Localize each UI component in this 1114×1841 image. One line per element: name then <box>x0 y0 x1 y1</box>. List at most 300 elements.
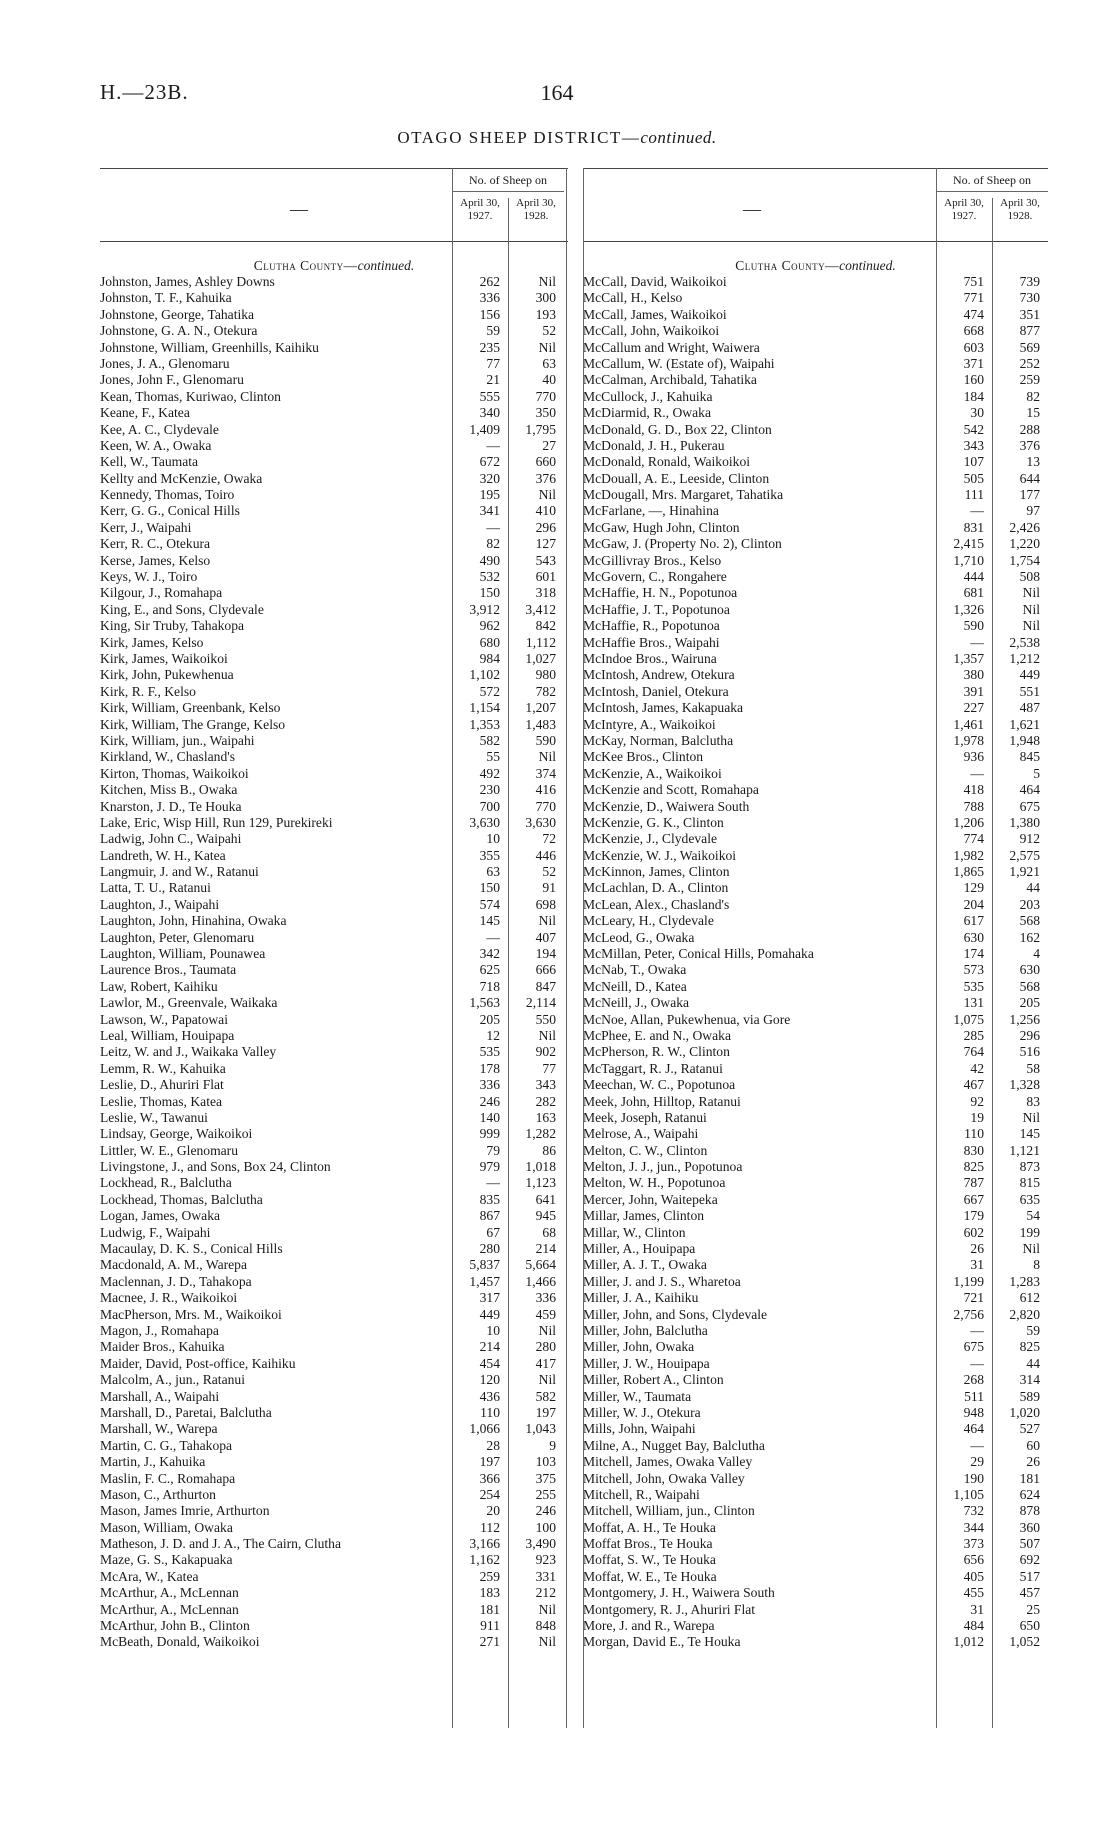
sheep-count-1928: 459 <box>535 1306 556 1322</box>
owner-name: Marshall, W., Warepa <box>100 1421 218 1437</box>
sheep-count-1927: 181 <box>479 1601 500 1617</box>
sheep-count-1928: 635 <box>1019 1191 1040 1207</box>
owner-name: McKenzie and Scott, Romahapa <box>583 782 759 798</box>
owner-name: Miller, A. J. T., Owaka <box>583 1257 707 1273</box>
owner-name: McDonald, Ronald, Waikoikoi <box>583 454 751 470</box>
sheep-count-1927: 20 <box>486 1503 500 1519</box>
sheep-count-1928: 314 <box>1019 1372 1040 1388</box>
sheep-count-1928: Nil <box>538 1323 556 1338</box>
sheep-count-1928: 2,426 <box>1009 519 1040 535</box>
sheep-count-1927: 656 <box>963 1552 984 1568</box>
owner-name: McNeill, J., Owaka <box>583 995 690 1011</box>
table-row <box>583 995 1048 1011</box>
right-group-header: No. of Sheep on <box>953 173 1031 187</box>
owner-name: Latta, T. U., Ratanui <box>100 880 211 896</box>
table-row <box>583 1438 1048 1454</box>
left-table-body <box>100 242 568 1651</box>
sheep-count-1927: 490 <box>479 552 500 568</box>
owner-name: Matheson, J. D. and J. A., The Cairn, Clutha <box>100 1536 342 1552</box>
sheep-count-1928: Nil <box>538 339 556 355</box>
owner-name: King, E., and Sons, Clydevale <box>100 601 264 617</box>
table-row <box>100 1372 568 1388</box>
owner-name: McGaw, Hugh John, Clinton <box>583 519 740 535</box>
table-row <box>583 454 1048 470</box>
sheep-count-1928: 4 <box>1033 946 1040 962</box>
owner-name: Kellty and McKenzie, Owaka <box>100 470 263 486</box>
sheep-count-1928: Nil <box>1022 618 1040 634</box>
sheep-count-1928: 181 <box>1019 1470 1040 1486</box>
sheep-count-1927: 160 <box>963 372 984 388</box>
sheep-count-1928: 902 <box>535 1044 556 1060</box>
owner-name: Meek, Joseph, Ratanui <box>583 1109 707 1125</box>
owner-name: Johnstone, George, Tahatika <box>100 306 255 322</box>
sheep-count-1927: 230 <box>479 782 500 798</box>
owner-name: Miller, John, Owaka <box>583 1339 695 1355</box>
sheep-count-1927: 120 <box>479 1372 500 1388</box>
table-row <box>583 1552 1048 1568</box>
owner-name: Kirk, James, Waikoikoi <box>100 650 228 666</box>
owner-name: Martin, C. G., Tahakopa <box>100 1437 233 1453</box>
owner-name: Marshall, A., Waipahi <box>100 1388 220 1404</box>
sheep-count-1928: 259 <box>1019 372 1040 388</box>
table-row <box>100 1569 568 1585</box>
sheep-count-1927: 320 <box>479 470 500 486</box>
table-row <box>100 1274 568 1290</box>
table-row <box>583 1421 1048 1437</box>
table-row <box>583 1323 1048 1339</box>
owner-name: Johnston, T. F., Kahuika <box>100 290 232 306</box>
sheep-count-1927: 787 <box>963 1175 984 1191</box>
sheep-count-1927: 788 <box>963 798 984 814</box>
sheep-count-1928: 1,795 <box>525 421 556 437</box>
table-row <box>100 667 568 683</box>
owner-name: Langmuir, J. and W., Ratanui <box>100 864 259 880</box>
table-row <box>583 717 1048 733</box>
table-row <box>100 1405 568 1421</box>
table-row <box>583 389 1048 405</box>
table-row <box>583 1143 1048 1159</box>
sheep-count-1928: 203 <box>1019 896 1040 912</box>
table-row <box>583 340 1048 356</box>
table-row <box>583 1094 1048 1110</box>
table-row <box>100 979 568 995</box>
table-row <box>100 1487 568 1503</box>
sheep-count-1927: 474 <box>963 306 984 322</box>
sheep-count-1927: 140 <box>479 1109 500 1125</box>
owner-name: Kennedy, Thomas, Toiro <box>100 487 235 503</box>
table-row <box>583 438 1048 454</box>
sheep-count-1927: 602 <box>963 1224 984 1240</box>
sheep-count-1928: 782 <box>535 683 556 699</box>
sheep-count-1927: 979 <box>479 1159 500 1175</box>
table-row <box>100 1208 568 1224</box>
table-row <box>583 799 1048 815</box>
sheep-count-1928: 280 <box>535 1339 556 1355</box>
table-row <box>100 307 568 323</box>
table-row <box>100 1028 568 1044</box>
sheep-count-1928: 100 <box>535 1519 556 1535</box>
owner-name: McCall, John, Waikoikoi <box>583 323 720 339</box>
table-row <box>583 1159 1048 1175</box>
sheep-count-1928: 848 <box>535 1618 556 1634</box>
sheep-count-1927: 680 <box>479 634 500 650</box>
sheep-count-1927: 42 <box>970 1060 984 1076</box>
table-row <box>583 635 1048 651</box>
table-row <box>100 618 568 634</box>
owner-name: McMillan, Peter, Conical Hills, Pomahaka <box>583 946 814 962</box>
table-row <box>100 471 568 487</box>
owner-name: Millar, James, Clinton <box>583 1208 705 1224</box>
sheep-count-1928: 54 <box>1026 1208 1040 1224</box>
table-row <box>100 438 568 454</box>
table-row <box>583 1372 1048 1388</box>
table-row <box>583 766 1048 782</box>
sheep-count-1928: 376 <box>535 470 556 486</box>
sheep-count-1927: 174 <box>963 946 984 962</box>
table-row <box>100 1110 568 1126</box>
table-row <box>100 290 568 306</box>
table-row <box>100 897 568 913</box>
sheep-count-1927: 19 <box>970 1109 984 1125</box>
sheep-count-1927: 2,415 <box>953 536 984 552</box>
sheep-count-1928: 1,256 <box>1009 1011 1040 1027</box>
owner-name: Kilgour, J., Romahapa <box>100 585 223 601</box>
sheep-count-1927: 464 <box>963 1421 984 1437</box>
sheep-count-1927: — <box>486 1175 500 1191</box>
owner-name: McKenzie, W. J., Waikoikoi <box>583 847 737 863</box>
sheep-count-1927: 2,756 <box>953 1306 984 1322</box>
table-row <box>583 1405 1048 1421</box>
owner-name: McIndoe Bros., Wairuna <box>583 650 717 666</box>
table-row <box>583 520 1048 536</box>
owner-name: McDouall, A. E., Leeside, Clinton <box>583 470 770 486</box>
sheep-count-1928: 666 <box>535 962 556 978</box>
sheep-count-1928: Nil <box>538 487 556 503</box>
owner-name: Logan, James, Owaka <box>100 1208 221 1224</box>
owner-name: Maider, David, Post-office, Kaihiku <box>100 1355 296 1371</box>
owner-name: Miller, J. and J. S., Wharetoa <box>583 1273 741 1289</box>
sheep-count-1927: 455 <box>963 1585 984 1601</box>
table-row <box>100 1290 568 1306</box>
table-row <box>100 274 568 290</box>
sheep-count-1928: 1,121 <box>1009 1142 1040 1158</box>
sheep-count-1927: 21 <box>486 372 500 388</box>
sheep-count-1928: 3,412 <box>525 601 556 617</box>
table-row <box>100 1356 568 1372</box>
sheep-count-1927: 511 <box>964 1388 984 1404</box>
sheep-count-1928: 417 <box>535 1355 556 1371</box>
owner-name: Kerr, G. G., Conical Hills <box>100 503 240 519</box>
sheep-count-1927: 317 <box>479 1290 500 1306</box>
sheep-count-1928: 517 <box>1019 1568 1040 1584</box>
owner-name: Miller, John, Balclutha <box>583 1323 708 1338</box>
sheep-count-1928: 331 <box>535 1568 556 1584</box>
sheep-count-1927: 341 <box>479 503 500 519</box>
owner-name: McCallum and Wright, Waiwera <box>583 339 760 355</box>
table-row <box>100 799 568 815</box>
right-name-column-header: — <box>743 199 761 219</box>
sheep-count-1928: 63 <box>542 355 556 371</box>
sheep-count-1928: 1,283 <box>1009 1273 1040 1289</box>
sheep-count-1928: 464 <box>1019 782 1040 798</box>
table-row <box>583 323 1048 339</box>
sheep-count-1927: 492 <box>479 765 500 781</box>
sheep-count-1928: Nil <box>538 274 556 289</box>
sheep-count-1928: 1,043 <box>525 1421 556 1437</box>
sheep-count-1928: 730 <box>1019 290 1040 306</box>
sheep-count-1928: 912 <box>1019 831 1040 847</box>
sheep-count-1927: 31 <box>970 1257 984 1273</box>
sheep-count-1927: 1,865 <box>953 864 984 880</box>
sheep-count-1927: 1,066 <box>469 1421 500 1437</box>
sheep-count-1927: 1,075 <box>953 1011 984 1027</box>
owner-name: McKenzie, A., Waikoikoi <box>583 765 722 781</box>
owner-name: Laughton, Peter, Glenomaru <box>100 929 255 945</box>
owner-name: Miller, J. W., Houipapa <box>583 1355 710 1371</box>
owner-name: Livingstone, J., and Sons, Box 24, Clinton <box>100 1159 331 1175</box>
table-row <box>100 372 568 388</box>
table-row <box>583 880 1048 896</box>
table-row <box>583 1389 1048 1405</box>
sheep-count-1927: 603 <box>963 339 984 355</box>
table-row <box>583 1602 1048 1618</box>
table-row <box>100 1225 568 1241</box>
table-row <box>100 1323 568 1339</box>
sheep-count-1928: 457 <box>1019 1585 1040 1601</box>
table-row <box>100 1126 568 1142</box>
owner-name: Marshall, D., Paretai, Balclutha <box>100 1404 272 1420</box>
sheep-count-1928: 214 <box>535 1241 556 1257</box>
sheep-count-1927: 1,105 <box>953 1486 984 1502</box>
table-row <box>100 1175 568 1191</box>
sheep-count-1927: 10 <box>486 831 500 847</box>
sheep-count-1927: 268 <box>963 1372 984 1388</box>
sheep-count-1927: 625 <box>479 962 500 978</box>
sheep-count-1927: 179 <box>963 1208 984 1224</box>
table-row <box>100 930 568 946</box>
sheep-count-1927: 1,206 <box>953 814 984 830</box>
sheep-count-1928: 1,212 <box>1009 650 1040 666</box>
owner-name: Leslie, D., Ahuriri Flat <box>100 1077 224 1093</box>
sheep-count-1927: 721 <box>963 1290 984 1306</box>
owner-name: McAra, W., Katea <box>100 1568 199 1584</box>
table-row <box>100 700 568 716</box>
owner-name: Kell, W., Taumata <box>100 454 199 470</box>
left-col-1927-header: April 30, 1927. <box>460 197 500 222</box>
sheep-count-1927: 573 <box>963 962 984 978</box>
table-row <box>583 274 1048 290</box>
table-row <box>100 864 568 880</box>
sheep-count-1928: 15 <box>1026 405 1040 421</box>
owner-name: McGovern, C., Rongahere <box>583 569 727 585</box>
sheep-count-1928: 644 <box>1019 470 1040 486</box>
table-row <box>100 913 568 929</box>
sheep-count-1928: 27 <box>542 437 556 453</box>
sheep-count-1927: 1,353 <box>469 716 500 732</box>
table-row <box>583 667 1048 683</box>
left-table-header <box>100 168 568 242</box>
sheep-count-1927: 110 <box>480 1404 500 1420</box>
table-row <box>100 536 568 552</box>
sheep-count-1928: 162 <box>1019 929 1040 945</box>
table-row <box>583 1307 1048 1323</box>
sheep-count-1927: 195 <box>479 487 500 503</box>
sheep-count-1927: 227 <box>963 700 984 716</box>
sheep-count-1927: 31 <box>970 1601 984 1617</box>
table-row <box>583 1192 1048 1208</box>
owner-name: McCallum, W. (Estate of), Waipahi <box>583 355 775 371</box>
sheep-count-1927: 984 <box>479 650 500 666</box>
sheep-count-1928: 516 <box>1019 1044 1040 1060</box>
table-row <box>100 1241 568 1257</box>
owner-name: Lake, Eric, Wisp Hill, Run 129, Purekireki <box>100 814 333 830</box>
sheep-count-1927: 948 <box>963 1404 984 1420</box>
owner-name: Miller, Robert A., Clinton <box>583 1372 724 1388</box>
table-row <box>583 913 1048 929</box>
owner-name: Mason, C., Arthurton <box>100 1486 216 1502</box>
owner-name: Keane, F., Katea <box>100 405 190 421</box>
sheep-count-1928: 52 <box>542 323 556 339</box>
sheep-count-1928: 193 <box>535 306 556 322</box>
sheep-count-1927: 1,357 <box>953 650 984 666</box>
table-row <box>100 454 568 470</box>
sheep-count-1928: 3,630 <box>525 814 556 830</box>
owner-name: Miller, J. A., Kaihiku <box>583 1290 699 1306</box>
sheep-count-1928: 551 <box>1019 683 1040 699</box>
sheep-count-1927: 535 <box>963 978 984 994</box>
sheep-count-1927: 630 <box>963 929 984 945</box>
sheep-count-1927: 262 <box>479 274 500 289</box>
owner-name: Mills, John, Waipahi <box>583 1421 696 1437</box>
owner-name: Johnstone, G. A. N., Otekura <box>100 323 258 339</box>
sheep-count-1928: 1,380 <box>1009 814 1040 830</box>
owner-name: Mitchell, James, Owaka Valley <box>583 1454 753 1470</box>
sheep-count-1927: 145 <box>479 913 500 929</box>
right-table-header <box>583 168 1048 242</box>
owner-name: McIntosh, James, Kakapuaka <box>583 700 744 716</box>
left-county-heading: Clutha County—continued. <box>253 258 415 273</box>
sheep-count-1928: 589 <box>1019 1388 1040 1404</box>
sheep-count-1928: Nil <box>538 1372 556 1388</box>
table-row <box>583 503 1048 519</box>
owner-name: Melton, C. W., Clinton <box>583 1142 708 1158</box>
sheep-count-1927: 254 <box>479 1486 500 1502</box>
table-row <box>100 569 568 585</box>
owner-name: Meek, John, Hilltop, Ratanui <box>583 1093 741 1109</box>
owner-name: Maze, G. S., Kakapuaka <box>100 1552 233 1568</box>
sheep-count-1927: — <box>970 634 984 650</box>
sheep-count-1928: 878 <box>1019 1503 1040 1519</box>
sheep-count-1928: 205 <box>1019 995 1040 1011</box>
owner-name: Miller, W., Taumata <box>583 1388 692 1404</box>
sheep-count-1928: 630 <box>1019 962 1040 978</box>
sheep-count-1927: 617 <box>963 913 984 929</box>
sheep-count-1928: 77 <box>542 1060 556 1076</box>
sheep-count-1927: 1,982 <box>953 847 984 863</box>
sheep-count-1927: 831 <box>963 519 984 535</box>
sheep-count-1927: 373 <box>963 1536 984 1552</box>
sheep-count-1928: 1,123 <box>525 1175 556 1191</box>
sheep-count-1928: 5 <box>1033 765 1040 781</box>
owner-name: Kirk, John, Pukewhenua <box>100 667 234 683</box>
sheep-count-1927: 156 <box>479 306 500 322</box>
table-row <box>100 1143 568 1159</box>
sheep-count-1928: 246 <box>535 1503 556 1519</box>
table-row <box>583 1274 1048 1290</box>
owner-name: Knarston, J. D., Te Houka <box>100 798 242 814</box>
owner-name: McIntosh, Daniel, Otekura <box>583 683 729 699</box>
sheep-count-1927: 535 <box>479 1044 500 1060</box>
sheep-count-1927: — <box>486 929 500 945</box>
page-number: 164 <box>540 80 574 105</box>
sheep-count-1928: 60 <box>1026 1437 1040 1453</box>
table-row <box>100 766 568 782</box>
table-row <box>583 1503 1048 1519</box>
sheep-count-1928: 1,328 <box>1009 1077 1040 1093</box>
table-row <box>583 946 1048 962</box>
left-table <box>100 168 568 1651</box>
table-row <box>583 1634 1048 1650</box>
owner-name: Maclennan, J. D., Tahakopa <box>100 1273 252 1289</box>
sheep-count-1928: 410 <box>535 503 556 519</box>
owner-name: McCall, David, Waikoikoi <box>583 274 727 289</box>
table-row <box>100 487 568 503</box>
table-row <box>100 684 568 700</box>
sheep-count-1927: 867 <box>479 1208 500 1224</box>
owner-name: Leal, William, Houipapa <box>100 1027 235 1043</box>
sheep-count-1927: 205 <box>479 1011 500 1027</box>
owner-name: McIntosh, Andrew, Otekura <box>583 667 735 683</box>
sheep-count-1927: 1,457 <box>469 1273 500 1289</box>
sheep-count-1927: 1,102 <box>469 667 500 683</box>
table-row <box>583 1487 1048 1503</box>
sheep-count-1928: 72 <box>542 831 556 847</box>
sheep-count-1927: 131 <box>963 995 984 1011</box>
sheep-count-1927: 271 <box>479 1634 500 1650</box>
owner-name: Melrose, A., Waipahi <box>583 1126 699 1142</box>
sheep-count-1928: 568 <box>1019 913 1040 929</box>
sheep-count-1927: 454 <box>479 1355 500 1371</box>
sheep-count-1928: Nil <box>538 749 556 765</box>
table-row <box>100 1012 568 1028</box>
table-row <box>583 1339 1048 1355</box>
owner-name: McHaffie, H. N., Popotunoa <box>583 585 738 601</box>
sheep-count-1927: 67 <box>486 1224 500 1240</box>
owner-name: McBeath, Donald, Waikoikoi <box>100 1634 260 1650</box>
owner-name: McKenzie, D., Waiwera South <box>583 798 750 814</box>
sheep-count-1928: 1,948 <box>1009 732 1040 748</box>
owner-name: Mercer, John, Waitepeka <box>583 1191 718 1207</box>
owner-name: McPherson, R. W., Clinton <box>583 1044 730 1060</box>
owner-name: Lemm, R. W., Kahuika <box>100 1060 226 1076</box>
owner-name: Ludwig, F., Waipahi <box>100 1224 211 1240</box>
sheep-count-1928: 1,621 <box>1009 716 1040 732</box>
table-row <box>100 1471 568 1487</box>
table-row <box>583 471 1048 487</box>
sheep-count-1928: 1,207 <box>525 700 556 716</box>
sheep-count-1928: 375 <box>535 1470 556 1486</box>
table-row <box>583 1520 1048 1536</box>
table-row <box>583 733 1048 749</box>
right-table-body <box>583 242 1048 1651</box>
sheep-count-1927: 751 <box>963 274 984 289</box>
sheep-count-1928: 1,754 <box>1009 552 1040 568</box>
sheep-count-1927: 675 <box>963 1339 984 1355</box>
sheep-count-1928: 1,466 <box>525 1273 556 1289</box>
sheep-count-1928: 601 <box>535 569 556 585</box>
table-row <box>100 946 568 962</box>
owner-name: McGillivray Bros., Kelso <box>583 552 722 568</box>
